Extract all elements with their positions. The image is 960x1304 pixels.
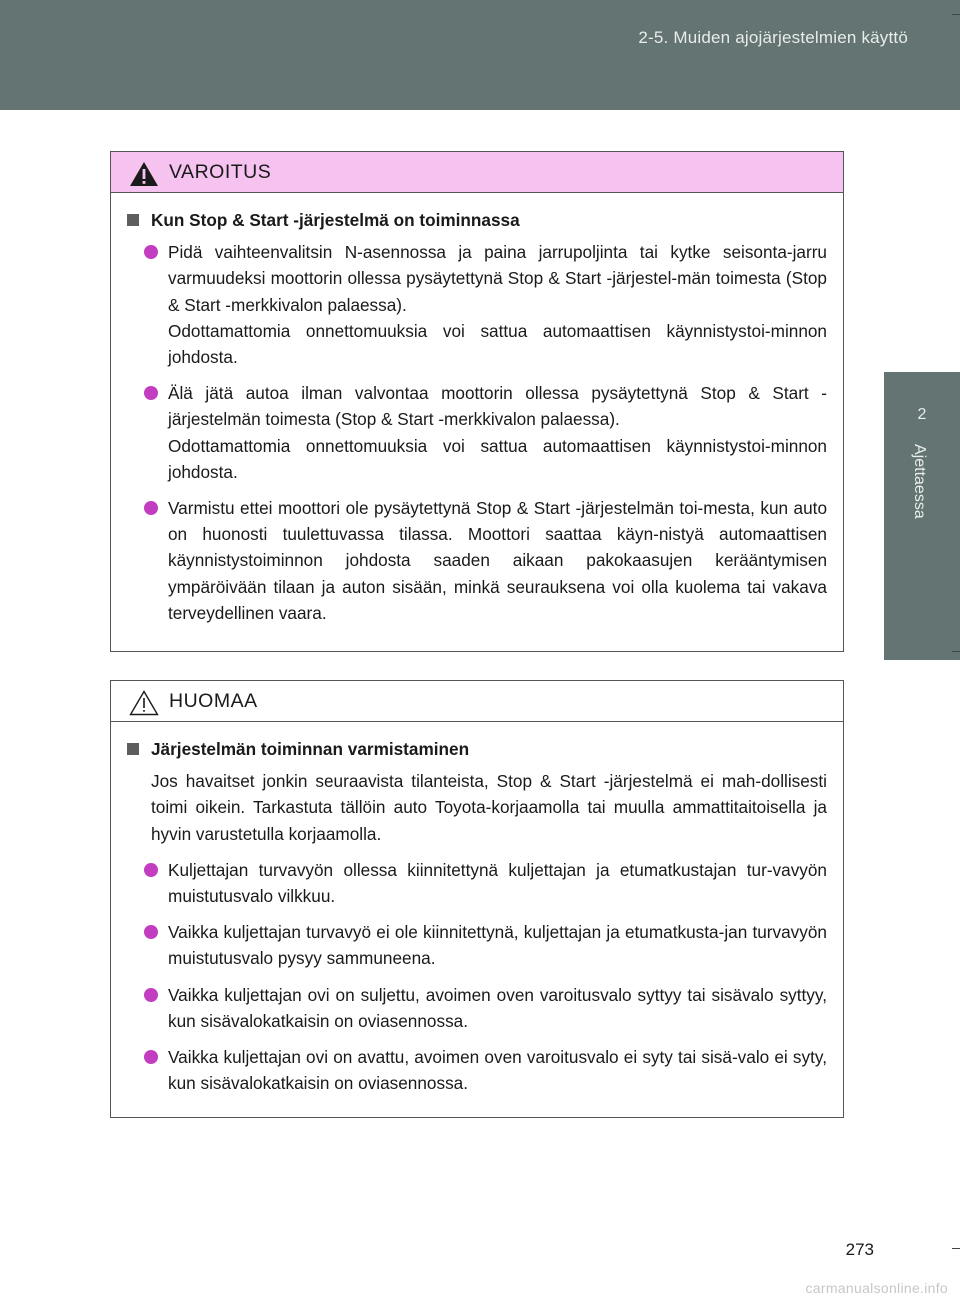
warning-triangle-filled-icon xyxy=(129,161,159,187)
header-band xyxy=(0,0,960,110)
list-item xyxy=(127,982,827,1034)
warning-section-title-text: Kun Stop & Start -järjestelmä on toiminnassa xyxy=(151,210,520,230)
warning-box xyxy=(110,151,844,652)
page-number: 273 xyxy=(845,1240,874,1259)
list-item-text: Älä jätä autoa ilman valvontaa moottorin ollessa pysäytettynä Stop & Start -järjestelmän toimesta (Stop & Start -merkkivalon palaessa). xyxy=(168,383,827,430)
chapter-label-wrap xyxy=(910,444,934,624)
list-item xyxy=(127,380,827,485)
watermark: carmanualsonline.info xyxy=(805,1280,948,1296)
crop-mark xyxy=(952,14,960,15)
warning-box-header xyxy=(111,152,843,193)
square-bullet-icon xyxy=(127,743,139,755)
section-header-title: 2-5. Muiden ajojärjestelmien käyttö xyxy=(638,28,908,47)
notice-section-title-text: Järjestelmän toiminnan varmistaminen xyxy=(151,739,470,759)
chapter-label: Ajettaessa xyxy=(911,444,928,519)
list-item-text: Vaikka kuljettajan ovi on avattu, avoimen oven varoitusvalo ei syty tai sisä-valo ei syty, kun sisävalokatkaisin on oviasennossa. xyxy=(168,1047,827,1094)
round-bullet-icon xyxy=(144,988,158,1002)
list-item xyxy=(127,495,827,626)
warning-label: VAROITUS xyxy=(169,161,272,183)
warning-body xyxy=(111,193,843,626)
list-item-text: Varmistu ettei moottori ole pysäytettynä Stop & Start -järjestelmän toi-mesta, kun auto on huonosti tuulettuvassa tilassa. Moottori saattaa käyn-nistyä automaattisen käynnistystoiminnon johdosta saaden aikaan pakokaasujen kerääntymisen ympäröivään tilaan ja auton sisään, minkä seurauksena voi olla kuolema tai vakava terveydellinen vaara. xyxy=(168,498,827,623)
square-bullet-icon xyxy=(127,214,139,226)
crop-mark xyxy=(952,1248,960,1249)
warning-triangle-outline-icon xyxy=(129,690,159,716)
notice-section-title xyxy=(127,736,827,762)
round-bullet-icon xyxy=(144,925,158,939)
warning-section-title xyxy=(127,207,827,233)
round-bullet-icon xyxy=(144,1050,158,1064)
list-item xyxy=(127,239,827,370)
notice-box-header xyxy=(111,681,843,722)
list-item xyxy=(127,857,827,909)
list-item xyxy=(127,1044,827,1096)
chapter-side-tab[interactable] xyxy=(884,372,960,660)
list-item-text: Vaikka kuljettajan ovi on suljettu, avoimen oven varoitusvalo syttyy tai sisävalo syttyy, kun sisävalokatkaisin on oviasennossa. xyxy=(168,984,827,1031)
notice-box xyxy=(110,680,844,1118)
notice-label: HUOMAA xyxy=(169,690,258,712)
list-item xyxy=(127,919,827,971)
list-item-text: Kuljettajan turvavyön ollessa kiinnitettynä kuljettajan ja etumatkustajan tur-vavyön muistutusvalo vilkkuu. xyxy=(168,859,827,907)
notice-body xyxy=(111,722,843,1096)
chapter-number: 2 xyxy=(917,406,927,423)
round-bullet-icon xyxy=(144,863,158,877)
notice-intro xyxy=(127,768,827,847)
crop-mark xyxy=(952,651,960,652)
list-item-text: Pidä vaihteenvalitsin N-asennossa ja paina jarrupoljinta tai kytke seisonta-jarru varmuudeksi moottorin ollessa pysäytettynä Stop & Start -järjestel-män toimesta (Stop & Start -merkkivalon palaessa). xyxy=(168,242,827,315)
notice-intro-text: Jos havaitset jonkin seuraavista tilanteista, Stop & Start -järjestelmä ei mah-dollisesti toimi oikein. Tarkastuta tällöin auto Toyota-korjaamolla tai muulla ammattitaitoisella ja hyvin varustetulla korjaamolla. xyxy=(151,771,827,844)
list-item-text: Odottamattomia onnettomuuksia voi sattua automaattisen käynnistystoi-minnon johdosta. xyxy=(168,320,827,368)
round-bullet-icon xyxy=(144,501,158,515)
round-bullet-icon xyxy=(144,245,158,259)
list-item-text: Odottamattomia onnettomuuksia voi sattua automaattisen käynnistystoi-minnon johdosta. xyxy=(168,435,827,482)
list-item-text: Vaikka kuljettajan turvavyö ei ole kiinnitettynä, kuljettajan ja etumatkusta-jan turvavyön muistutusvalo pysyy sammuneena. xyxy=(168,922,827,969)
round-bullet-icon xyxy=(144,386,158,400)
